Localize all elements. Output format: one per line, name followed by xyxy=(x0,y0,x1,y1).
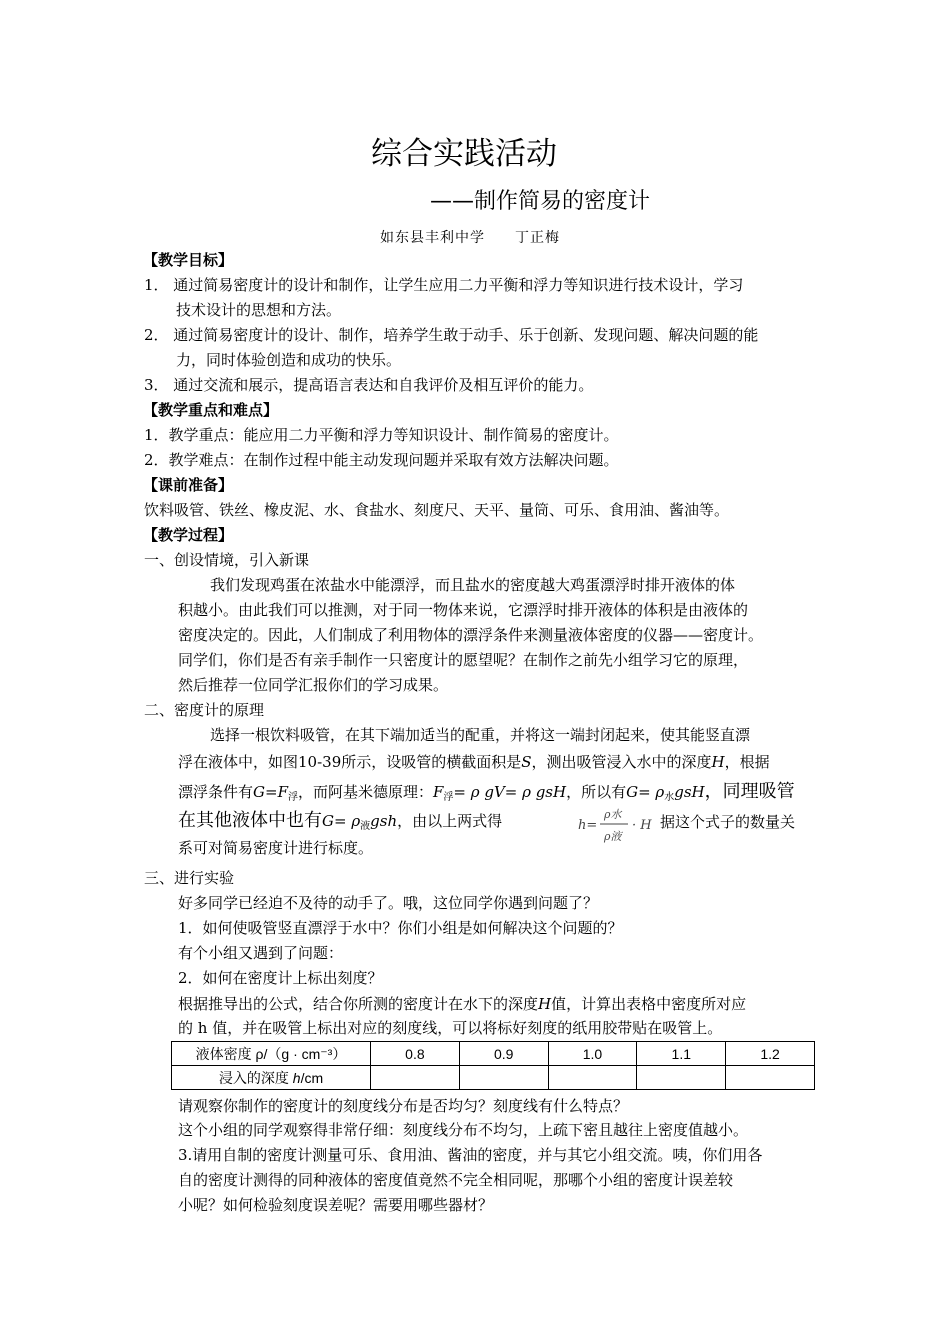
formula-denominator: ρ液 xyxy=(604,830,622,843)
part2-line-3: 漂浮条件有$G=F_浮$，而阿基米德原理：$F_浮= \rho$ gV= ρ gsH，所以有$G= \rho_水gsH$，同理吸管 xyxy=(178,781,795,803)
depth-formula xyxy=(578,804,658,846)
author-line: 如东县丰利中学 丁正梅 xyxy=(380,230,560,246)
key-item-1: 1．教学重点：能应用二力平衡和浮力等知识设计、制作简易的密度计。 xyxy=(144,426,619,444)
part3-after-2: 这个小组的同学观察得非常仔细：刻度线分布不均匀，上疏下密且越往上密度值越小。 xyxy=(178,1121,749,1139)
formula-lhs: h= xyxy=(578,818,598,833)
part3-line-2: 1．如何使吸管竖直漂浮于水中？你们小组是如何解决这个问题的？ xyxy=(178,919,623,937)
part2-line-5: 系可对简易密度计进行标度。 xyxy=(178,839,374,857)
table-cell: 1.2 xyxy=(726,1042,815,1066)
table-cell-empty[interactable] xyxy=(726,1066,815,1090)
part3-after-1: 请观察你制作的密度计的刻度线分布是否均匀？刻度线有什么特点？ xyxy=(178,1097,629,1115)
part3-line-1: 好多同学已经迫不及待的动手了。哦，这位同学你遇到问题了？ xyxy=(178,894,599,912)
formula-numerator: ρ水 xyxy=(604,808,622,821)
density-depth-table xyxy=(171,1041,815,1090)
goal-item-3: 3． 通过交流和展示，提高语言表达和自我评价及相互评价的能力。 xyxy=(144,376,594,394)
table-cell: 0.9 xyxy=(459,1042,548,1066)
part1-line-2: 积越小。由此我们可以推测，对于同一物体来说，它漂浮时排开液体的体积是由液体的 xyxy=(178,601,749,619)
goal-item-2-cont: 力，同时体验创造和成功的快乐。 xyxy=(176,351,402,369)
part2-line-1: 选择一根饮料吸管，在其下端加适当的配重，并将这一端封闭起来，使其能竖直漂 xyxy=(210,726,751,744)
part3-line-5: 根据推导出的公式，结合你所测的密度计在水下的深度H值，计算出表格中密度所对应 xyxy=(178,995,747,1013)
part1-line-4: 同学们，你们是否有亲手制作一只密度计的愿望呢？在制作之前先小组学习它的原理， xyxy=(178,651,749,669)
prep-heading: 【课前准备】 xyxy=(143,476,234,494)
part3-line-4: 2．如何在密度计上标出刻度？ xyxy=(178,969,383,987)
table-cell: 1.1 xyxy=(637,1042,726,1066)
page-subtitle: ——制作简易的密度计 xyxy=(430,189,651,214)
page-title: 综合实践活动 xyxy=(371,136,557,172)
part2-title: 二、密度计的原理 xyxy=(144,701,265,719)
prep-text: 饮料吸管、铁丝、橡皮泥、水、食盐水、刻度尺、天平、量筒、可乐、食用油、酱油等。 xyxy=(144,501,730,519)
table-cell-empty[interactable] xyxy=(637,1066,726,1090)
part3-after-5: 小呢？如何检验刻度误差呢？需要用哪些器材？ xyxy=(178,1196,494,1214)
part3-after-4: 自的密度计测得的同种液体的密度值竟然不完全相同呢，那哪个小组的密度计误差较 xyxy=(178,1171,734,1189)
part2-line-4: 在其他液体中也有$G= \rho_液gsh$，由以上两式得 xyxy=(178,810,503,832)
part1-line-1: 我们发现鸡蛋在浓盐水中能漂浮，而且盐水的密度越大鸡蛋漂浮时排开液体的体 xyxy=(210,576,736,594)
part3-line-6: 的 h 值，并在吸管上标出对应的刻度线，可以将标好刻度的纸用胶带贴在吸管上。 xyxy=(178,1019,723,1037)
goal-item-2: 2． 通过简易密度计的设计、制作，培养学生敢于动手、乐于创新、发现问题、解决问题的能 xyxy=(144,326,759,344)
table-cell-empty[interactable] xyxy=(548,1066,637,1090)
formula-rhs: · H xyxy=(632,818,652,833)
part3-title: 三、进行实验 xyxy=(144,869,235,887)
table-cell-empty[interactable] xyxy=(371,1066,460,1090)
process-heading: 【教学过程】 xyxy=(143,526,234,544)
table-cell-empty[interactable] xyxy=(459,1066,548,1090)
table-header-density: 液体密度 ρ/（g · cm⁻³） xyxy=(172,1042,371,1066)
goals-heading: 【教学目标】 xyxy=(143,251,234,269)
key-item-2: 2．教学难点：在制作过程中能主动发现问题并采取有效方法解决问题。 xyxy=(144,451,619,469)
table-cell: 1.0 xyxy=(548,1042,637,1066)
goal-item-1-cont: 技术设计的思想和方法。 xyxy=(176,301,342,319)
table-header-depth: 浸入的深度 h/cm xyxy=(172,1066,371,1090)
goal-item-1: 1． 通过简易密度计的设计和制作，让学生应用二力平衡和浮力等知识进行技术设计，学习 xyxy=(144,276,744,294)
part3-line-3: 有个小组又遇到了问题： xyxy=(178,944,344,962)
part1-title: 一、创设情境，引入新课 xyxy=(144,551,310,569)
table-row-depth xyxy=(172,1066,815,1090)
part2-line-4-end: 据这个式子的数量关 xyxy=(660,813,796,831)
table-row-density xyxy=(172,1042,815,1066)
part1-line-3: 密度决定的。因此，人们制成了利用物体的漂浮条件来测量液体密度的仪器——密度计。 xyxy=(178,626,764,644)
part1-line-5: 然后推荐一位同学汇报你们的学习成果。 xyxy=(178,676,449,694)
table-cell: 0.8 xyxy=(371,1042,460,1066)
part2-line-2: 浮在液体中，如图10-39所示，设吸管的横截面积是S，测出吸管浸入水中的深度H，根据 xyxy=(178,753,770,771)
part3-after-3: 3.请用自制的密度计测量可乐、食用油、酱油的密度，并与其它小组交流。咦，你们用各 xyxy=(178,1146,763,1164)
key-heading: 【教学重点和难点】 xyxy=(143,401,279,419)
